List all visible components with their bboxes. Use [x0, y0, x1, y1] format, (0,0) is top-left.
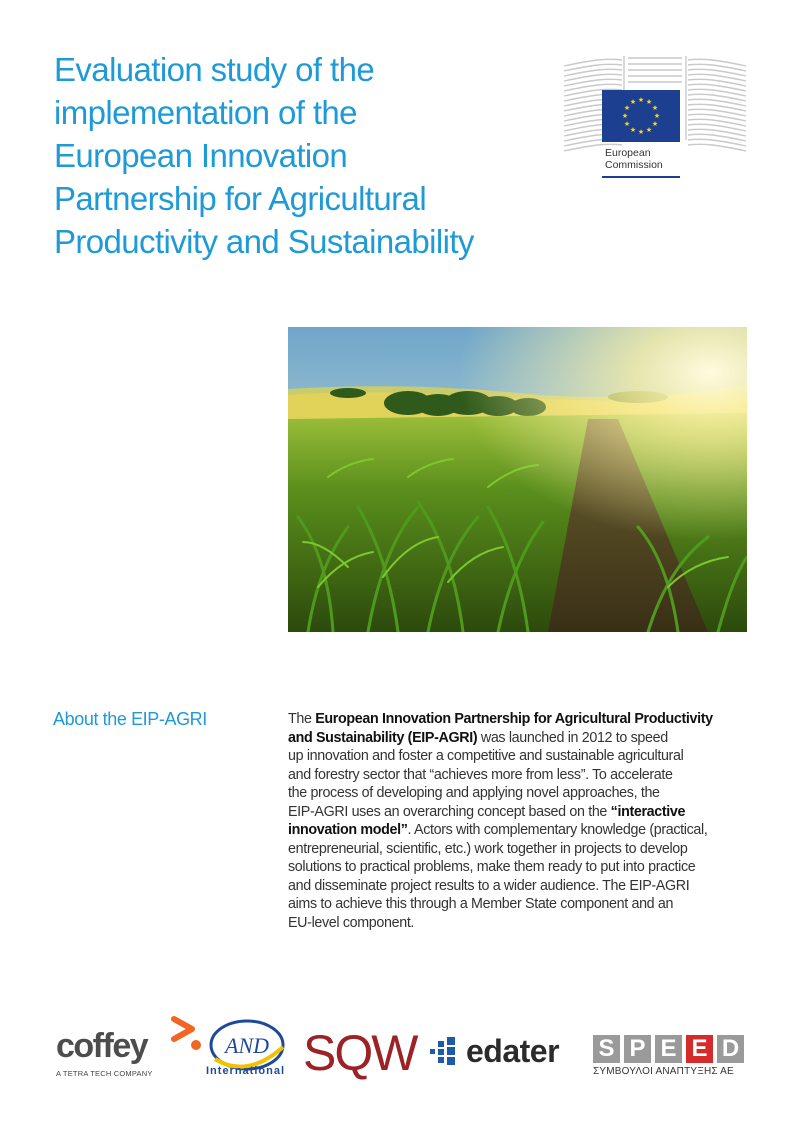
- ec-logo-line: Commission: [605, 159, 663, 171]
- coffey-tagline: A TETRA TECH COMPANY: [56, 1069, 153, 1078]
- body-line: the process of developing and applying novel approaches, the: [288, 785, 660, 801]
- cornfield-photo: [288, 327, 747, 632]
- svg-text:★: ★: [651, 104, 659, 112]
- sqw-logo: SQW: [303, 1025, 417, 1081]
- svg-text:AND: AND: [225, 1033, 269, 1058]
- title-line: Partnership for Agricultural: [54, 180, 427, 217]
- title-line: European Innovation: [54, 137, 348, 174]
- edater-dots-icon: [430, 1037, 466, 1067]
- body-bold: “interactive: [610, 803, 686, 820]
- body-bold: innovation model”: [288, 822, 408, 838]
- body-text: was launched in 2012 to speed: [477, 729, 668, 746]
- speed-tagline: ΣΥΜΒΟΥΛΟΙ ΑΝΑΠΤΥΞΗΣ ΑΕ: [593, 1066, 734, 1077]
- body-bold: and Sustainability (EIP-AGRI): [288, 729, 478, 746]
- body-line: and disseminate project results to a wider audience. The EIP-AGRI: [288, 877, 690, 894]
- svg-text:★: ★: [645, 98, 653, 106]
- coffey-arrow-icon: [168, 1015, 206, 1055]
- document-title: [54, 48, 534, 263]
- body-text: EIP-AGRI uses an overarching concept based on the: [288, 803, 611, 820]
- speed-logo: [593, 1035, 744, 1077]
- svg-text:★: ★: [629, 126, 637, 134]
- svg-text:★: ★: [623, 104, 631, 112]
- body-line: aims to achieve this through a Member State component and an: [288, 896, 674, 912]
- ec-logo-text: [605, 147, 663, 171]
- svg-text:★: ★: [651, 120, 659, 128]
- svg-text:★: ★: [623, 120, 631, 128]
- body-line: [288, 821, 758, 840]
- speed-letter: S: [593, 1035, 620, 1063]
- title-line: implementation of the: [54, 94, 357, 131]
- svg-text:★: ★: [621, 112, 629, 120]
- body-line: [288, 729, 758, 748]
- title-line: Productivity and Sustainability: [54, 223, 474, 260]
- svg-text:★: ★: [637, 96, 645, 104]
- body-line: EU-level component.: [288, 914, 415, 931]
- edater-wordmark: edater: [466, 1033, 560, 1069]
- body-line: up innovation and foster a competitive and sustainable agricultural: [288, 748, 684, 764]
- svg-text:★: ★: [629, 98, 637, 106]
- speed-letter: E: [655, 1035, 682, 1063]
- ec-logo-underline: [602, 176, 680, 178]
- speed-letter: P: [624, 1035, 651, 1063]
- coffey-wordmark: coffey: [56, 1027, 148, 1065]
- partner-logos: [0, 1005, 800, 1105]
- body-bold: European Innovation Partnership for Agricultural Productivity: [315, 711, 713, 727]
- coffey-logo: [56, 1029, 153, 1078]
- body-line: and forestry sector that “achieves more from less”. To accelerate: [288, 766, 673, 783]
- svg-text:★: ★: [637, 128, 645, 136]
- body-line: solutions to practical problems, make them ready to put into practice: [288, 859, 696, 875]
- body-line: [288, 710, 758, 729]
- body-line: entrepreneurial, scientific, etc.) work together in projects to develop: [288, 840, 688, 857]
- title-line: Evaluation study of the: [54, 51, 375, 88]
- about-heading: About the EIP-AGRI: [53, 709, 207, 729]
- svg-text:★: ★: [645, 126, 653, 134]
- svg-text:★: ★: [653, 112, 661, 120]
- speed-letter: E: [686, 1035, 713, 1063]
- speed-letter: D: [717, 1035, 744, 1063]
- body-text: . Actors with complementary knowledge (practical,: [407, 822, 708, 838]
- body-line: [288, 803, 758, 822]
- speed-letter-tiles: [593, 1035, 744, 1063]
- body-text: The: [288, 711, 316, 727]
- and-international-text: International: [206, 1065, 286, 1077]
- ec-logo-line: European: [605, 147, 651, 159]
- about-body: [288, 710, 758, 932]
